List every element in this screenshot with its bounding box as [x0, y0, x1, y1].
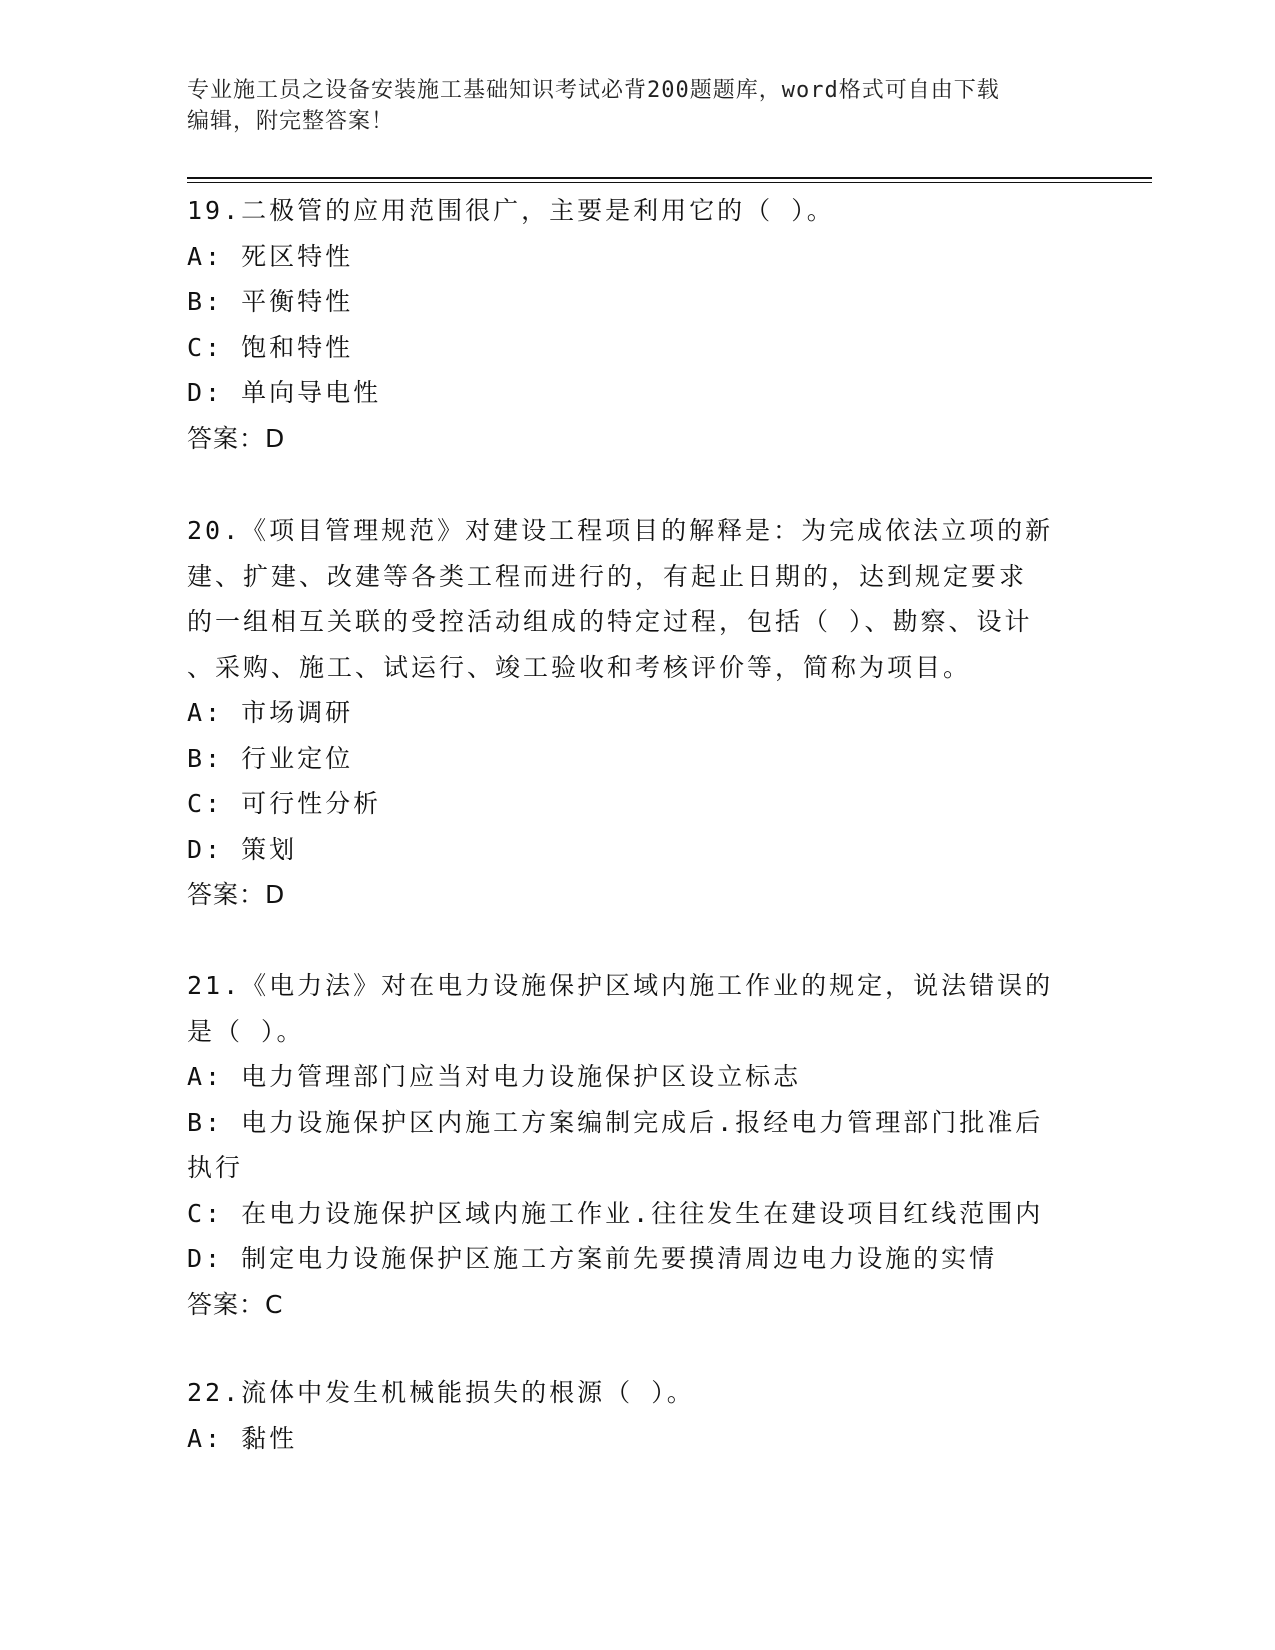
option-a: A: 市场调研: [187, 698, 354, 727]
option-c: C: 饱和特性: [187, 332, 354, 362]
question-stem: 22.流体中发生机械能损失的根源（ ）。: [187, 1378, 695, 1407]
option-a: A: 黏性: [187, 1423, 298, 1453]
option-b-continued: 执行: [187, 1153, 244, 1182]
answer: 答案：C: [187, 1289, 284, 1319]
option-d: D: 制定电力设施保护区施工方案前先要摸清周边电力设施的实情: [187, 1244, 998, 1273]
option-d: D: 单向导电性: [187, 378, 382, 407]
header-divider-thick: [187, 177, 1152, 179]
question-22: [187, 1370, 1087, 1461]
answer: 答案：D: [187, 880, 286, 909]
document-header: [187, 75, 1067, 137]
option-b: B: 行业定位: [187, 743, 354, 773]
question-stem-line-2: 是（ ）。: [187, 1016, 305, 1046]
option-b: B: 平衡特性: [187, 287, 354, 316]
header-title-line-2: 编辑，附完整答案！: [187, 109, 395, 134]
question-stem-line-1: 20.《项目管理规范》对建设工程项目的解释是：为完成依法立项的新: [187, 516, 1054, 545]
header-divider-thin: [187, 182, 1152, 183]
option-c: C: 在电力设施保护区域内施工作业.往往发生在建设项目红线范围内: [187, 1198, 1044, 1228]
question-21: [187, 963, 1087, 1327]
option-b: B: 电力设施保护区内施工方案编制完成后.报经电力管理部门批准后: [187, 1107, 1044, 1137]
option-c: C: 可行性分析: [187, 789, 382, 818]
header-title-line-1: 专业施工员之设备安装施工基础知识考试必背200题题库，word格式可自由下载: [187, 78, 1000, 103]
option-d: D: 策划: [187, 834, 298, 864]
question-stem-line-1: 21.《电力法》对在电力设施保护区域内施工作业的规定，说法错误的: [187, 971, 1054, 1000]
option-a: A: 死区特性: [187, 241, 354, 271]
question-stem-line-4: 、采购、施工、试运行、竣工验收和考核评价等，简称为项目。: [187, 652, 972, 682]
question-19: [187, 188, 1087, 461]
question-20: [187, 508, 1087, 918]
option-a: A: 电力管理部门应当对电力设施保护区设立标志: [187, 1062, 802, 1091]
question-stem-line-3: 的一组相互关联的受控活动组成的特定过程，包括（ ）、勘察、设计: [187, 607, 1033, 636]
answer: 答案：D: [187, 423, 286, 453]
question-stem: 19.二极管的应用范围很广，主要是利用它的（ ）。: [187, 196, 835, 225]
question-stem-line-2: 建、扩建、改建等各类工程而进行的，有起止日期的，达到规定要求: [187, 561, 1028, 591]
